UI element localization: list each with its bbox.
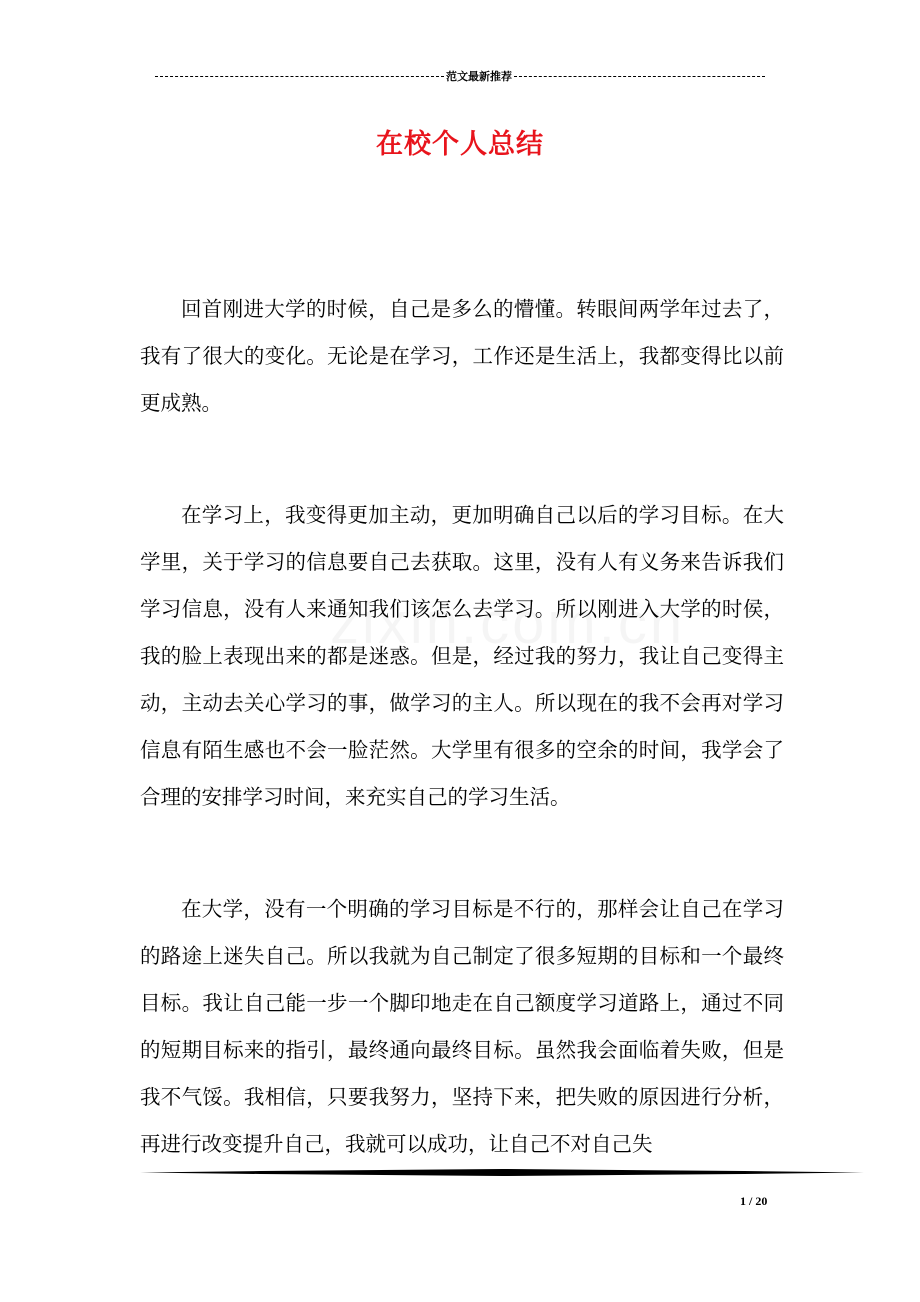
paragraph-1: 回首刚进大学的时候，自己是多么的懵懂。转眼间两学年过去了，我有了很大的变化。无论是在学习，工作还是生活上，我都变得比以前更成熟。: [140, 297, 784, 415]
document-body: [140, 286, 784, 1233]
paragraph-2: 在学习上，我变得更加主动，更加明确自己以后的学习目标。在大学里，关于学习的信息要自己去获取。这里，没有人有义务来告诉我们学习信息，没有人来通知我们该怎么去学习。所以刚进入大学的时侯，我的脸上表现出来的都是迷惑。但是，经过我的努力，我让自己变得主动，主动去关心学习的事，做学习的主人。所以现在的我不会再对学习信息有陌生感也不会一脸茫然。大学里有很多的空余的时间，我学会了合理的安排学习时间，来充实自己的学习生活。: [140, 503, 784, 809]
header-dash-left: [155, 76, 444, 77]
header-dash-right: [514, 76, 765, 77]
document-title: 在校个人总结: [376, 129, 544, 160]
header-text: 范文最新推荐: [446, 70, 512, 83]
page-number: 1 / 20: [740, 1194, 768, 1208]
header-banner: [140, 68, 780, 84]
paragraph-3: 在大学，没有一个明确的学习目标是不行的，那样会让自己在学习的路途上迷失自己。所以我就为自己制定了很多短期的目标和一个最终目标。我让自己能一步一个脚印地走在自己额度学习道路上，通过不同的短期目标来的指引，最终通向最终目标。虽然我会面临着失败，但是我不气馁。我相信，只要我努力，坚持下来，把失败的原因进行分析，再进行改变提升自己，我就可以成功，让自己不对自己失: [140, 897, 784, 1156]
footer-rule: [140, 1168, 864, 1177]
